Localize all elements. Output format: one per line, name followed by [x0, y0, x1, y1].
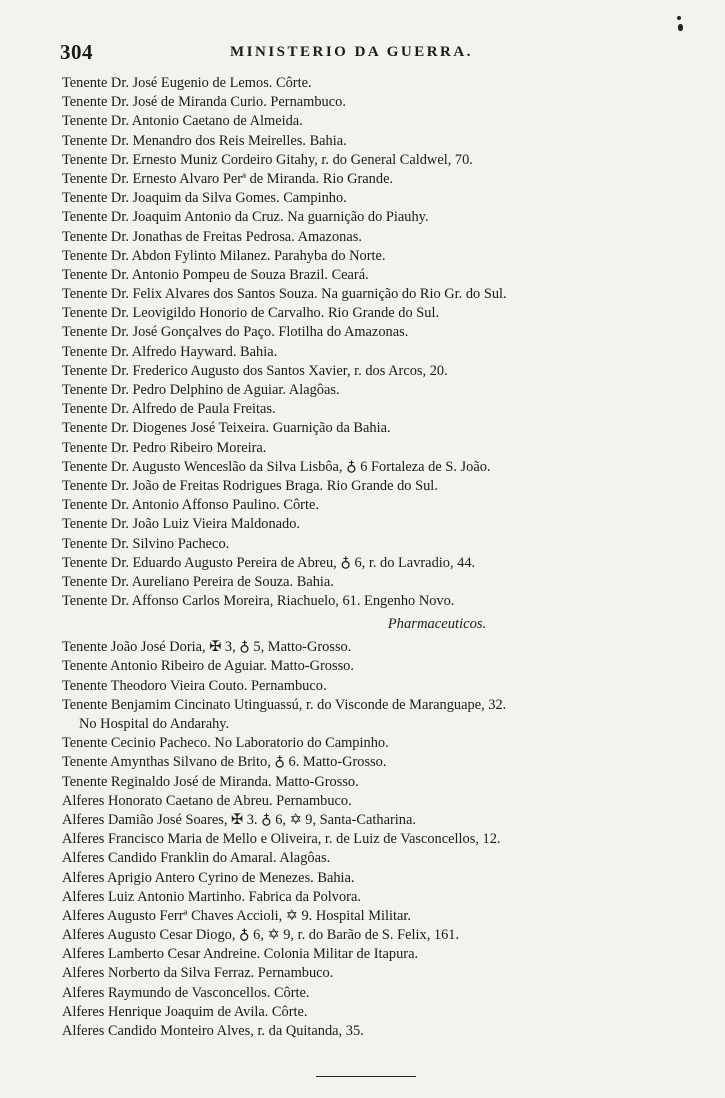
entry-line: Alferes Norberto da Silva Ferraz. Pernambuco. [62, 965, 334, 982]
entry-line: Alferes Augusto Cesar Diogo, ♁ 6, ✡ 9, r. do Barão de S. Felix, 161. [62, 927, 460, 944]
entry-line: Tenente Dr. Pedro Delphino de Aguiar. Alagôas. [62, 382, 340, 398]
ink-speck [677, 16, 681, 20]
entry-line: Alferes Raymundo de Vasconcellos. Côrte. [62, 984, 310, 1001]
entry-line: Tenente Dr. Antonio Affonso Paulino. Côrte. [62, 497, 319, 514]
entry-line: Tenente Benjamim Cincinato Utinguassú, r. do Visconde de Maranguape, 32. [62, 696, 507, 713]
entry-line: Tenente Dr. João Luiz Vieira Maldonado. [62, 516, 301, 533]
ink-speck [678, 24, 683, 31]
entry-line: Tenente Dr. Antonio Caetano de Almeida. [62, 113, 303, 130]
entry-line: Tenente Antonio Ribeiro de Aguiar. Matto-Grosso. [62, 658, 354, 675]
entry-line: Alferes Henrique Joaquim de Avila. Côrte. [62, 1003, 308, 1020]
entry-line: Tenente Dr. Frederico Augusto dos Santos Xavier, r. dos Arcos, 20. [62, 362, 448, 379]
entry-line: Tenente Dr. Alfredo de Paula Freitas. [62, 401, 276, 418]
entry-line: Tenente Dr. Felix Alvares dos Santos Souza. Na guarnição do Rio Gr. do Sul. [62, 286, 507, 303]
entry-line: Alferes Aprigio Antero Cyrino de Menezes. Bahia. [62, 869, 355, 886]
entry-line: Tenente Dr. José Gonçalves do Paço. Flotilha do Amazonas. [62, 324, 409, 341]
entry-line: Tenente Dr. Menandro dos Reis Meirelles. Bahia. [62, 132, 347, 149]
entry-line: Alferes Damião José Soares, ✠ 3. ♁ 6, ✡ 9, Santa-Catharina. [62, 811, 416, 828]
entry-list [62, 74, 702, 1041]
entry-line: Tenente Dr. Abdon Fylinto Milanez. Parahyba do Norte. [62, 247, 386, 264]
entry-line: Tenente Dr. Jonathas de Freitas Pedrosa. Amazonas. [62, 228, 362, 245]
entry-line: Alferes Francisco Maria de Mello e Oliveira, r. de Luiz de Vasconcellos, 12. [62, 831, 501, 848]
page-number: 304 [60, 40, 93, 64]
entry-line: Tenente Dr. Eduardo Augusto Pereira de Abreu, ♁ 6, r. do Lavradio, 44. [62, 554, 476, 571]
entry-line: Alferes Candido Franklin do Amaral. Alagôas. [62, 850, 331, 867]
entry-line: Tenente Dr. Joaquim da Silva Gomes. Campinho. [62, 190, 347, 207]
entry-line: Tenente Dr. Diogenes José Teixeira. Guarnição da Bahia. [62, 420, 391, 437]
entry-line: Tenente João José Doria, ✠ 3, ♁ 5, Matto-Grosso. [62, 639, 352, 656]
entry-line: Tenente Dr. Pedro Ribeiro Moreira. [62, 439, 267, 456]
entry-line: Tenente Amynthas Silvano de Brito, ♁ 6. Matto-Grosso. [62, 754, 387, 771]
entry-line: Tenente Dr. Leovigildo Honorio de Carvalho. Rio Grande do Sul. [62, 305, 440, 322]
entry-line: Tenente Dr. Silvino Pacheco. [62, 535, 230, 552]
entry-line: Alferes Honorato Caetano de Abreu. Pernambuco. [62, 792, 352, 809]
entry-line: Tenente Theodoro Vieira Couto. Pernambuco. [62, 677, 327, 694]
entry-line: Tenente Dr. Aureliano Pereira de Souza. Bahia. [62, 573, 334, 590]
entry-line: Tenente Dr. Ernesto Alvaro Perª de Miranda. Rio Grande. [62, 170, 394, 187]
entry-line: Tenente Dr. Affonso Carlos Moreira, Riachuelo, 61. Engenho Novo. [62, 593, 455, 610]
entry-line: Tenente Dr. João de Freitas Rodrigues Braga. Rio Grande do Sul. [62, 477, 438, 494]
entry-line: Alferes Candido Monteiro Alves, r. da Quitanda, 35. [62, 1023, 364, 1039]
running-title: MINISTERIO DA GUERRA. [230, 44, 473, 60]
entry-line: Tenente Cecinio Pacheco. No Laboratorio do Campinho. [62, 735, 389, 752]
page-header [60, 40, 700, 64]
entry-line: Tenente Dr. Joaquim Antonio da Cruz. Na guarnição do Piauhy. [62, 209, 429, 226]
entry-line: Tenente Dr. Ernesto Muniz Cordeiro Gitahy, r. do General Caldwel, 70. [62, 151, 473, 168]
entry-line: Tenente Dr. José de Miranda Curio. Pernambuco. [62, 94, 346, 111]
end-rule [316, 1076, 416, 1077]
entry-line: Alferes Augusto Ferrª Chaves Accioli, ✡ 9. Hospital Militar. [62, 907, 411, 924]
entry-line: Tenente Reginaldo José de Miranda. Matto-Grosso. [62, 773, 359, 790]
entry-line: Tenente Dr. Alfredo Hayward. Bahia. [62, 343, 278, 360]
entry-line: Alferes Luiz Antonio Martinho. Fabrica da Polvora. [62, 888, 361, 905]
entry-line: Tenente Dr. Antonio Pompeu de Souza Brazil. Ceará. [62, 266, 369, 283]
entry-line: Alferes Lamberto Cesar Andreine. Colonia Militar de Itapura. [62, 946, 419, 963]
entry-continuation-line: No Hospital do Andarahy. [79, 716, 230, 732]
section-heading-pharmaceuticos: Pharmaceuticos. [387, 616, 487, 633]
entry-line: Tenente Dr. José Eugenio de Lemos. Côrte. [62, 75, 312, 91]
entry-line: Tenente Dr. Augusto Wenceslão da Silva Lisbôa, ♁ 6 Fortaleza de S. João. [62, 458, 491, 475]
